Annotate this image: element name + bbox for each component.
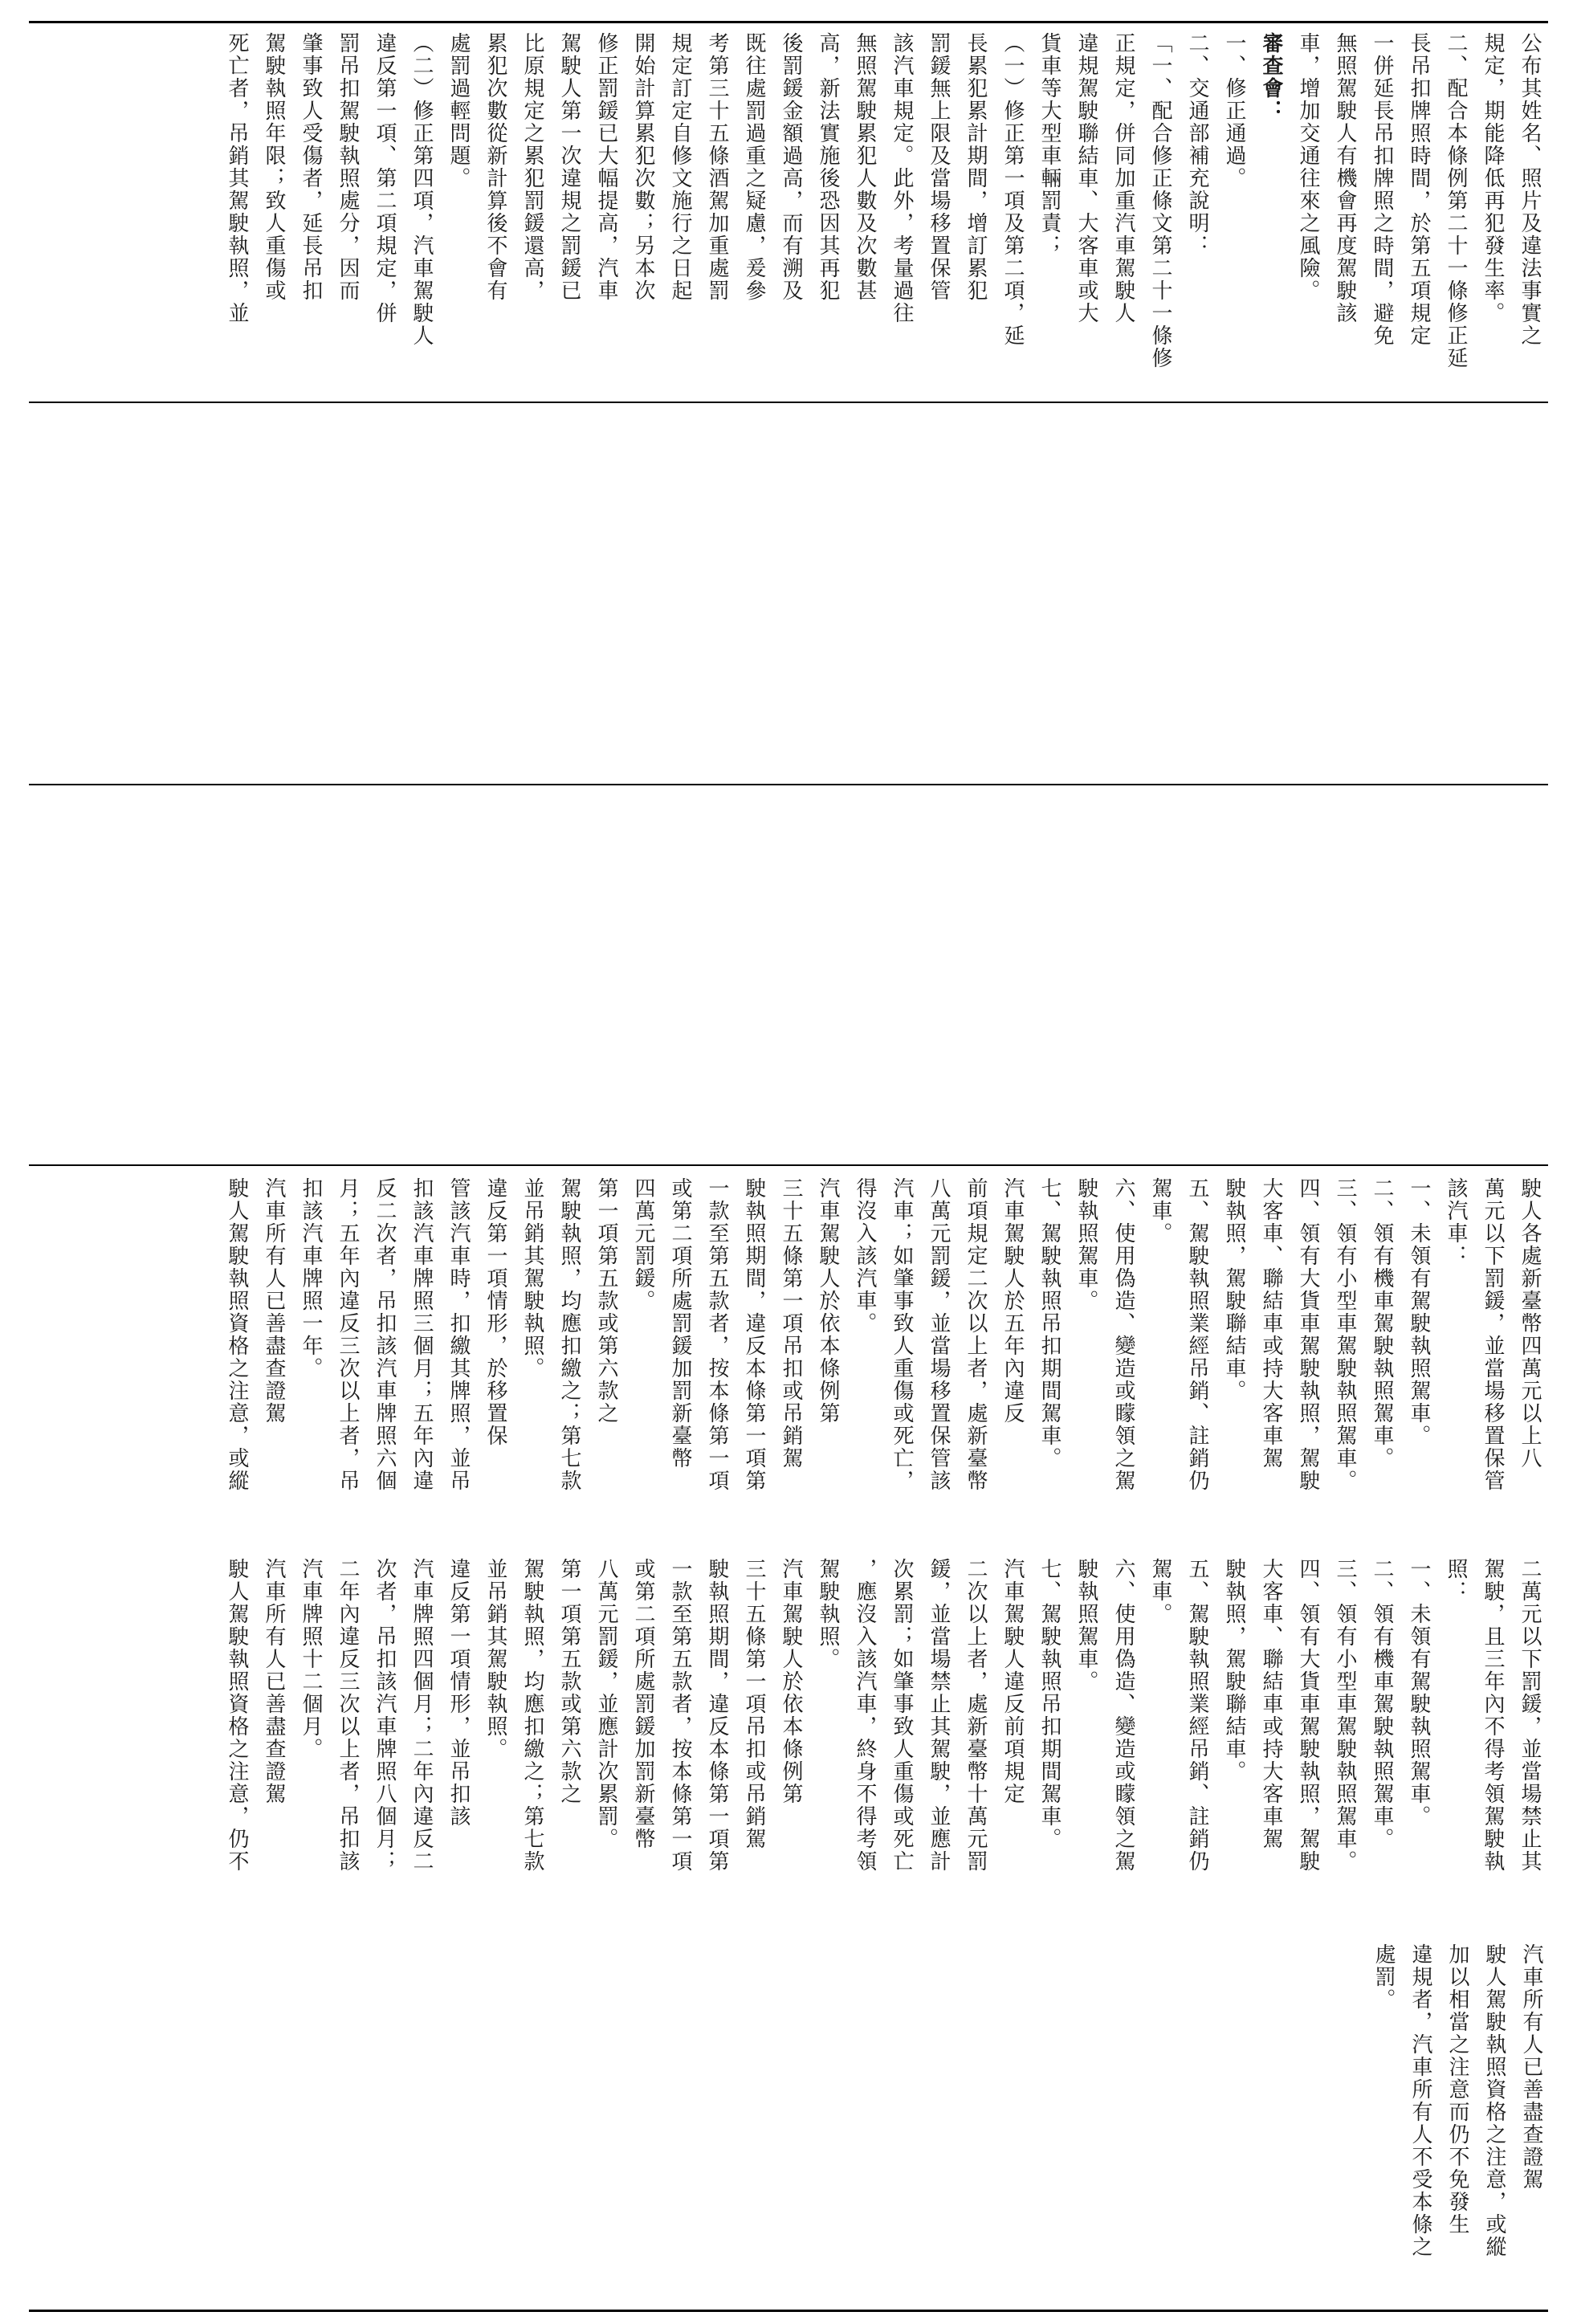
- explanation-line: （二）修正第四項，汽車駕駛人: [410, 32, 434, 347]
- proposed-amendment-line: 二、領有機車駕駛執照駕車。: [1370, 1177, 1394, 1470]
- proposed-amendment-line: 扣該汽車牌照一年。: [299, 1177, 323, 1380]
- explanation-line: 違規駕駛聯結車、大客車或大: [1074, 32, 1098, 324]
- explanation-line: 二、配合本條例第二十一條修正延: [1444, 32, 1468, 369]
- explanation-line: 「一、配合修正條文第二十一條修: [1148, 32, 1172, 369]
- proposed-amendment-line: 駛執照，駕駛聯結車。: [1222, 1177, 1246, 1402]
- explanation-line: 規定訂定自修文施行之日起: [668, 32, 692, 302]
- proposed-amendment-column: [48, 1177, 1548, 1547]
- explanation-line: 開始計算累犯次數；另本次: [631, 32, 655, 302]
- explanation-line: 審查會：: [1259, 32, 1283, 122]
- explanation-line: 罰吊扣駕駛執照處分，因而: [336, 32, 360, 302]
- closing-provision-line: 加以相當之注意而仍不免發生: [1445, 1943, 1469, 2236]
- current-provision-line: 一款至第五款者，按本條第一項: [668, 1558, 692, 1873]
- explanation-line: 駕駛執照年限；致人重傷或: [262, 32, 286, 302]
- current-provision-line: 汽車所有人已善盡查證駕: [262, 1558, 286, 1805]
- explanation-line: 違反第一項、第二項規定，併: [373, 32, 397, 324]
- closing-provision-line: 汽車所有人已善盡查證駕: [1519, 1943, 1543, 2191]
- explanation-line: 二、交通部補充說明：: [1185, 32, 1209, 257]
- proposed-amendment-line: 得沒入該汽車。: [853, 1177, 877, 1335]
- proposed-amendment-line: 汽車；如肇事致人重傷或死亡，: [890, 1177, 914, 1492]
- current-provision-line: 駛人駕駛執照資格之注意，仍不: [225, 1558, 249, 1873]
- proposed-amendment-line: 該汽車：: [1444, 1177, 1468, 1267]
- top-border-rule: [29, 21, 1548, 23]
- explanation-line: 公布其姓名、照片及違法事實之: [1518, 32, 1542, 347]
- proposed-amendment-line: 三、領有小型車駕駛執照駕車。: [1333, 1177, 1357, 1492]
- current-provision-line: 三、領有小型車駕駛執照駕車。: [1333, 1558, 1357, 1873]
- explanation-line: 規定，期能降低再犯發生率。: [1481, 32, 1505, 324]
- explanation-line: 車，增加交通往來之風險。: [1296, 32, 1320, 302]
- current-provision-line: 八萬元罰鍰，並應計次累罰。: [594, 1558, 618, 1850]
- explanation-line: 駕駛人第一次違規之罰鍰已: [557, 32, 581, 302]
- proposed-amendment-line: 汽車駕駛人於依本條例第: [816, 1177, 840, 1425]
- current-provision-line: 一、未領有駕駛執照駕車。: [1407, 1558, 1431, 1828]
- proposed-amendment-line: 違反第一項情形，於移置保: [483, 1177, 507, 1447]
- explanation-line: 一、修正通過。: [1222, 32, 1246, 190]
- current-provision-column: [48, 1558, 1548, 1935]
- proposed-amendment-line: 一、未領有駕駛執照駕車。: [1407, 1177, 1431, 1447]
- proposed-amendment-line: 駕車。: [1148, 1177, 1172, 1245]
- current-provision-line: 駕車。: [1148, 1558, 1172, 1625]
- current-provision-line: 駛執照駕車。: [1074, 1558, 1098, 1693]
- explanation-line: 後罰鍰金額過高，而有溯及: [779, 32, 803, 302]
- current-provision-line: 汽車駕駛人違反前項規定: [1000, 1558, 1025, 1805]
- proposed-amendment-line: 四萬元罰鍰。: [631, 1177, 655, 1312]
- current-provision-line: 駛執照，駕駛聯結車。: [1222, 1558, 1246, 1783]
- current-provision-line: 四、領有大貨車駕駛執照，駕駛: [1296, 1558, 1320, 1873]
- band-separator-2: [29, 784, 1548, 785]
- proposed-amendment-line: 大客車、聯結車或持大客車駕: [1259, 1177, 1283, 1470]
- current-provision-line: 鍰，並當場禁止其駕駛，並應計: [927, 1558, 951, 1873]
- explanation-line: 一併延長吊扣牌照之時間，避免: [1370, 32, 1394, 347]
- proposed-amendment-line: 駛執照期間，違反本條第一項第: [742, 1177, 766, 1492]
- current-provision-line: 汽車駕駛人於依本條例第: [779, 1558, 803, 1805]
- explanation-line: 貨車等大型車輛罰責；: [1037, 32, 1062, 257]
- current-provision-line: 七、駕駛執照吊扣期間駕車。: [1037, 1558, 1062, 1850]
- explanation-line: 比原規定之累犯罰鍰還高，: [520, 32, 544, 302]
- proposed-amendment-line: 汽車駕駛人於五年內違反: [1000, 1177, 1025, 1425]
- proposed-amendment-line: 四、領有大貨車駕駛執照，駕駛: [1296, 1177, 1320, 1492]
- proposed-amendment-line: 駛人駕駛執照資格之注意，或縱: [225, 1177, 249, 1492]
- proposed-amendment-line: 前項規定二次以上者，處新臺幣: [964, 1177, 988, 1492]
- proposed-amendment-line: 第一項第五款或第六款之: [594, 1177, 618, 1425]
- current-provision-line: ，應沒入該汽車，終身不得考領: [853, 1558, 877, 1873]
- explanation-line: 修正罰鍰已大幅提高，汽車: [594, 32, 618, 302]
- current-provision-line: 二年內違反三次以上者，吊扣該: [336, 1558, 360, 1873]
- explanation-line: 該汽車規定。此外，考量過往: [890, 32, 914, 324]
- current-provision-line: 或第二項所處罰鍰加罰新臺幣: [631, 1558, 655, 1850]
- bottom-border-rule: [29, 2310, 1548, 2312]
- current-provision-line: 二、領有機車駕駛執照駕車。: [1370, 1558, 1394, 1850]
- closing-provision-column: [1317, 1943, 1550, 2297]
- proposed-amendment-line: 或第二項所處罰鍰加罰新臺幣: [668, 1177, 692, 1470]
- proposed-amendment-line: 七、駕駛執照吊扣期間駕車。: [1037, 1177, 1062, 1470]
- current-provision-line: 駕駛執照。: [816, 1558, 840, 1670]
- current-provision-line: 次累罰；如肇事致人重傷或死亡: [890, 1558, 914, 1873]
- proposed-amendment-line: 駛執照駕車。: [1074, 1177, 1098, 1312]
- explanation-line: 無照駕駛人有機會再度駕駛該: [1333, 32, 1357, 324]
- current-provision-line: 駕駛執照，均應扣繳之；第七款: [520, 1558, 544, 1873]
- explanation-column: [48, 32, 1548, 385]
- proposed-amendment-line: 月；五年內違反三次以上者，吊: [336, 1177, 360, 1492]
- proposed-amendment-line: 駛人各處新臺幣四萬元以上八: [1518, 1177, 1542, 1470]
- explanation-line: 罰鍰無上限及當場移置保管: [927, 32, 951, 302]
- explanation-line: 正規定，併同加重汽車駕駛人: [1111, 32, 1135, 324]
- explanation-line: （一）修正第一項及第二項，延: [1000, 32, 1025, 347]
- proposed-amendment-line: 三十五條第一項吊扣或吊銷駕: [779, 1177, 803, 1470]
- current-provision-line: 駕駛，且三年內不得考領駕駛執: [1481, 1558, 1505, 1873]
- explanation-line: 死亡者，吊銷其駕駛執照，並: [225, 32, 249, 324]
- current-provision-line: 汽車牌照四個月；二年內違反二: [410, 1558, 434, 1873]
- proposed-amendment-line: 駕駛執照，均應扣繳之；第七款: [557, 1177, 581, 1492]
- explanation-line: 長吊扣牌照時間，於第五項規定: [1407, 32, 1431, 347]
- proposed-amendment-line: 汽車所有人已善盡查證駕: [262, 1177, 286, 1425]
- proposed-amendment-line: 一款至第五款者，按本條第一項: [705, 1177, 729, 1492]
- proposed-amendment-line: 扣該汽車牌照三個月；五年內違: [410, 1177, 434, 1492]
- explanation-line: 肇事致人受傷者，延長吊扣: [299, 32, 323, 302]
- explanation-line: 無照駕駛累犯人數及次數甚: [853, 32, 877, 302]
- explanation-line: 長累犯累計期間，增訂累犯: [964, 32, 988, 302]
- current-provision-line: 照：: [1444, 1558, 1468, 1603]
- current-provision-line: 六、使用偽造、變造或矇領之駕: [1111, 1558, 1135, 1873]
- explanation-line: 處罰過輕問題。: [446, 32, 471, 190]
- closing-provision-line: 駛人駕駛執照資格之注意，或縱: [1482, 1943, 1506, 2258]
- proposed-amendment-line: 並吊銷其駕駛執照。: [520, 1177, 544, 1380]
- current-provision-line: 三十五條第一項吊扣或吊銷駕: [742, 1558, 766, 1850]
- explanation-line: 高，新法實施後恐因其再犯: [816, 32, 840, 302]
- band-separator-3: [29, 1164, 1548, 1166]
- band-separator-1: [29, 402, 1548, 403]
- current-provision-line: 二次以上者，處新臺幣十萬元罰: [964, 1558, 988, 1873]
- current-provision-line: 違反第一項情形，並吊扣該: [446, 1558, 471, 1828]
- current-provision-line: 第一項第五款或第六款之: [557, 1558, 581, 1805]
- current-provision-line: 五、駕駛執照業經吊銷、註銷仍: [1185, 1558, 1209, 1873]
- proposed-amendment-line: 五、駕駛執照業經吊銷、註銷仍: [1185, 1177, 1209, 1492]
- proposed-amendment-line: 六、使用偽造、變造或矇領之駕: [1111, 1177, 1135, 1492]
- current-provision-line: 二萬元以下罰鍰，並當場禁止其: [1518, 1558, 1542, 1873]
- proposed-amendment-line: 萬元以下罰鍰，並當場移置保管: [1481, 1177, 1505, 1492]
- current-provision-line: 駛執照期間，違反本條第一項第: [705, 1558, 729, 1873]
- explanation-line: 既往處罰過重之疑慮，爰參: [742, 32, 766, 302]
- current-provision-line: 大客車、聯結車或持大客車駕: [1259, 1558, 1283, 1850]
- explanation-line: 考第三十五條酒駕加重處罰: [705, 32, 729, 302]
- closing-provision-line: 處罰。: [1371, 1943, 1396, 2011]
- closing-provision-line: 違規者，汽車所有人不受本條之: [1408, 1943, 1432, 2258]
- proposed-amendment-line: 管該汽車時，扣繳其牌照，並吊: [446, 1177, 471, 1492]
- proposed-amendment-line: 八萬元罰鍰，並當場移置保管該: [927, 1177, 951, 1492]
- proposed-amendment-line: 反二次者，吊扣該汽車牌照六個: [373, 1177, 397, 1492]
- current-provision-line: 汽車牌照十二個月。: [299, 1558, 323, 1760]
- current-provision-line: 並吊銷其駕駛執照。: [483, 1558, 507, 1760]
- explanation-line: 累犯次數從新計算後不會有: [483, 32, 507, 302]
- current-provision-line: 次者，吊扣該汽車牌照八個月；: [373, 1558, 397, 1873]
